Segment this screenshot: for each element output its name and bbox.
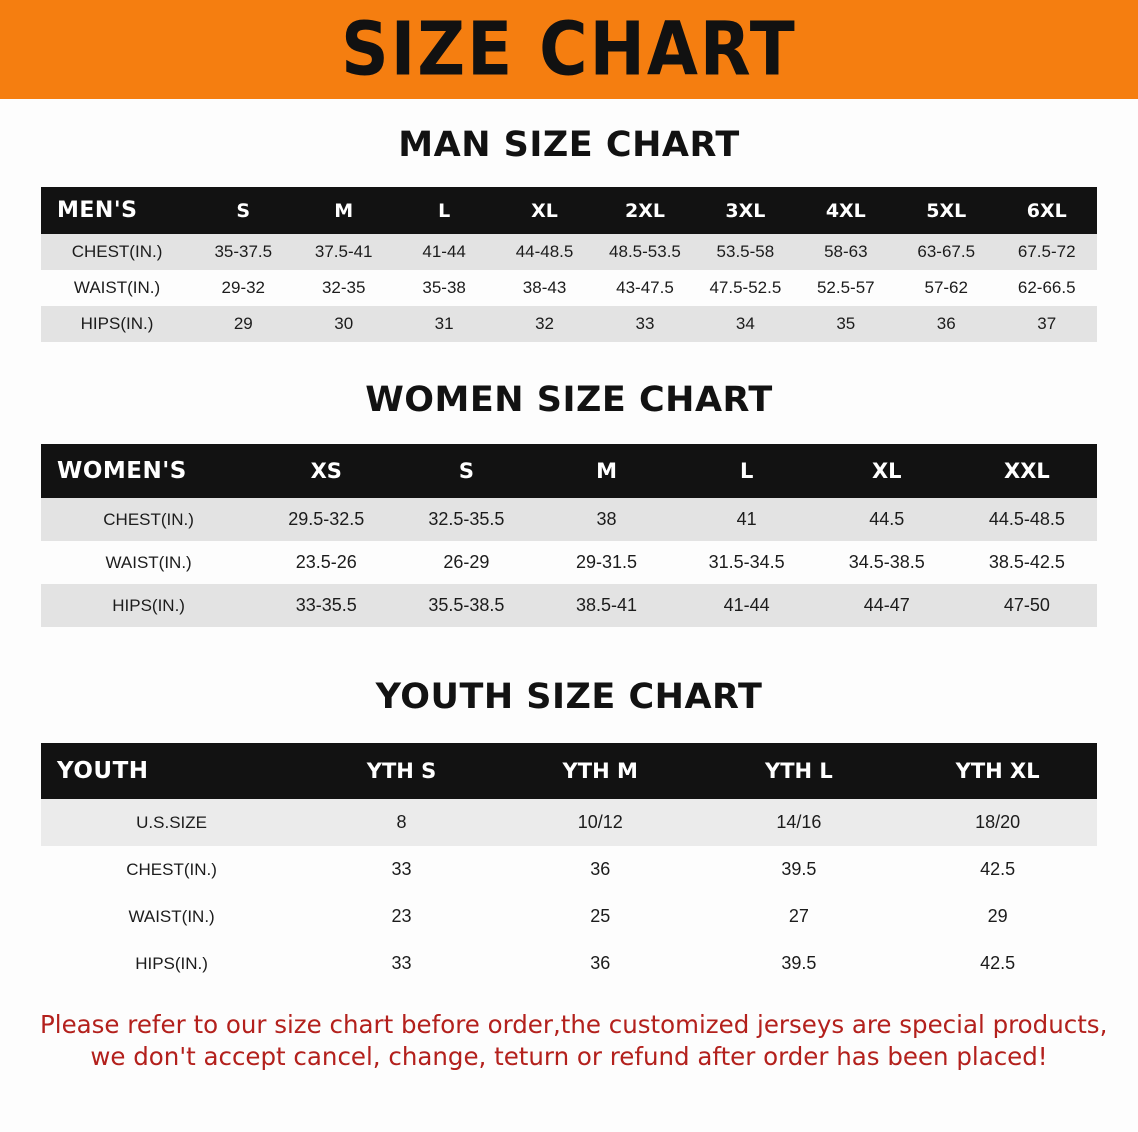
youth-header-cell: YTH S — [302, 743, 501, 799]
women-header-cell: S — [396, 444, 536, 498]
row-label: WAIST(IN.) — [41, 893, 302, 940]
man-header-cell: XL — [494, 187, 594, 234]
women-header-cell: XS — [256, 444, 396, 498]
table-cell: 29-31.5 — [536, 541, 676, 584]
youth-section-title: YOUTH SIZE CHART — [375, 677, 763, 717]
table-cell: 33 — [302, 846, 501, 893]
page-title: SIZE CHART — [341, 5, 797, 93]
table-cell: 34 — [695, 306, 795, 342]
table-cell: 25 — [501, 893, 700, 940]
table-cell: 57-62 — [896, 270, 996, 306]
table-cell: 27 — [700, 893, 899, 940]
table-cell: 29 — [898, 893, 1097, 940]
women-header-cell: M — [536, 444, 676, 498]
table-cell: 38-43 — [494, 270, 594, 306]
table-row — [41, 306, 1097, 342]
table-cell: 44.5-48.5 — [957, 498, 1097, 541]
table-row — [41, 234, 1097, 270]
table-row — [41, 584, 1097, 627]
table-cell: 42.5 — [898, 940, 1097, 987]
table-cell: 33 — [595, 306, 695, 342]
table-cell: 35-38 — [394, 270, 494, 306]
table-cell: 31 — [394, 306, 494, 342]
man-header-cell: L — [394, 187, 494, 234]
table-cell: 44.5 — [817, 498, 957, 541]
man-size-table — [41, 187, 1097, 342]
disclaimer-line-2: we don't accept cancel, change, teturn or refund after order has been placed! — [90, 1042, 1048, 1072]
youth-size-table — [41, 743, 1097, 987]
youth-header-cell: YTH XL — [898, 743, 1097, 799]
youth-header-cell: YTH L — [700, 743, 899, 799]
table-cell: 32.5-35.5 — [396, 498, 536, 541]
man-header-cell: 5XL — [896, 187, 996, 234]
table-cell: 10/12 — [501, 799, 700, 846]
table-cell: 30 — [293, 306, 393, 342]
table-cell: 29 — [193, 306, 293, 342]
table-cell: 53.5-58 — [695, 234, 795, 270]
table-cell: 36 — [501, 846, 700, 893]
table-cell: 37.5-41 — [293, 234, 393, 270]
table-header-row — [41, 444, 1097, 498]
table-cell: 38 — [536, 498, 676, 541]
man-header-cell: 2XL — [595, 187, 695, 234]
row-label: CHEST(IN.) — [41, 846, 302, 893]
table-row — [41, 270, 1097, 306]
women-header-cell: L — [677, 444, 817, 498]
man-table-wrap — [0, 187, 1138, 342]
row-label: HIPS(IN.) — [41, 306, 193, 342]
table-cell: 36 — [501, 940, 700, 987]
man-header-cell: S — [193, 187, 293, 234]
table-cell: 18/20 — [898, 799, 1097, 846]
man-header-cell: 6XL — [996, 187, 1097, 234]
row-label: HIPS(IN.) — [41, 940, 302, 987]
table-cell: 41-44 — [394, 234, 494, 270]
table-cell: 8 — [302, 799, 501, 846]
table-row — [41, 541, 1097, 584]
table-row — [41, 893, 1097, 940]
women-header-cell: XL — [817, 444, 957, 498]
table-cell: 26-29 — [396, 541, 536, 584]
table-cell: 41 — [677, 498, 817, 541]
man-header-cell: 3XL — [695, 187, 795, 234]
table-cell: 23 — [302, 893, 501, 940]
table-row — [41, 846, 1097, 893]
table-cell: 38.5-41 — [536, 584, 676, 627]
youth-table-wrap — [0, 743, 1138, 987]
table-cell: 47-50 — [957, 584, 1097, 627]
table-row — [41, 799, 1097, 846]
table-cell: 42.5 — [898, 846, 1097, 893]
row-label: U.S.SIZE — [41, 799, 302, 846]
table-cell: 32-35 — [293, 270, 393, 306]
table-cell: 48.5-53.5 — [595, 234, 695, 270]
man-header-label: MEN'S — [41, 187, 193, 234]
table-cell: 44-47 — [817, 584, 957, 627]
table-cell: 23.5-26 — [256, 541, 396, 584]
table-cell: 58-63 — [796, 234, 896, 270]
table-cell: 47.5-52.5 — [695, 270, 795, 306]
table-cell: 52.5-57 — [796, 270, 896, 306]
row-label: WAIST(IN.) — [41, 541, 256, 584]
women-header-label: WOMEN'S — [41, 444, 256, 498]
table-cell: 44-48.5 — [494, 234, 594, 270]
row-label: CHEST(IN.) — [41, 498, 256, 541]
table-cell: 39.5 — [700, 846, 899, 893]
table-cell: 34.5-38.5 — [817, 541, 957, 584]
table-header-row — [41, 743, 1097, 799]
disclaimer-line-1: Please refer to our size chart before order,the customized jerseys are special products, — [40, 1010, 1108, 1039]
table-cell: 33-35.5 — [256, 584, 396, 627]
row-label: CHEST(IN.) — [41, 234, 193, 270]
table-cell: 32 — [494, 306, 594, 342]
page-banner — [0, 0, 1138, 99]
table-cell: 41-44 — [677, 584, 817, 627]
man-header-cell: 4XL — [796, 187, 896, 234]
table-cell: 14/16 — [700, 799, 899, 846]
table-row — [41, 940, 1097, 987]
man-section-title: MAN SIZE CHART — [398, 125, 740, 165]
table-row — [41, 498, 1097, 541]
youth-header-cell: YTH M — [501, 743, 700, 799]
table-cell: 29.5-32.5 — [256, 498, 396, 541]
table-cell: 35 — [796, 306, 896, 342]
youth-header-label: YOUTH — [41, 743, 302, 799]
women-size-table — [41, 444, 1097, 627]
table-cell: 39.5 — [700, 940, 899, 987]
table-cell: 38.5-42.5 — [957, 541, 1097, 584]
man-header-cell: M — [293, 187, 393, 234]
table-cell: 33 — [302, 940, 501, 987]
row-label: WAIST(IN.) — [41, 270, 193, 306]
table-cell: 31.5-34.5 — [677, 541, 817, 584]
women-table-wrap — [0, 444, 1138, 627]
table-cell: 29-32 — [193, 270, 293, 306]
disclaimer-note — [40, 1009, 1108, 1074]
table-cell: 67.5-72 — [996, 234, 1097, 270]
table-cell: 35.5-38.5 — [396, 584, 536, 627]
table-cell: 43-47.5 — [595, 270, 695, 306]
table-cell: 63-67.5 — [896, 234, 996, 270]
row-label: HIPS(IN.) — [41, 584, 256, 627]
table-header-row — [41, 187, 1097, 234]
table-cell: 36 — [896, 306, 996, 342]
women-section-title: WOMEN SIZE CHART — [365, 380, 773, 420]
women-header-cell: XXL — [957, 444, 1097, 498]
table-cell: 37 — [996, 306, 1097, 342]
table-cell: 35-37.5 — [193, 234, 293, 270]
table-cell: 62-66.5 — [996, 270, 1097, 306]
